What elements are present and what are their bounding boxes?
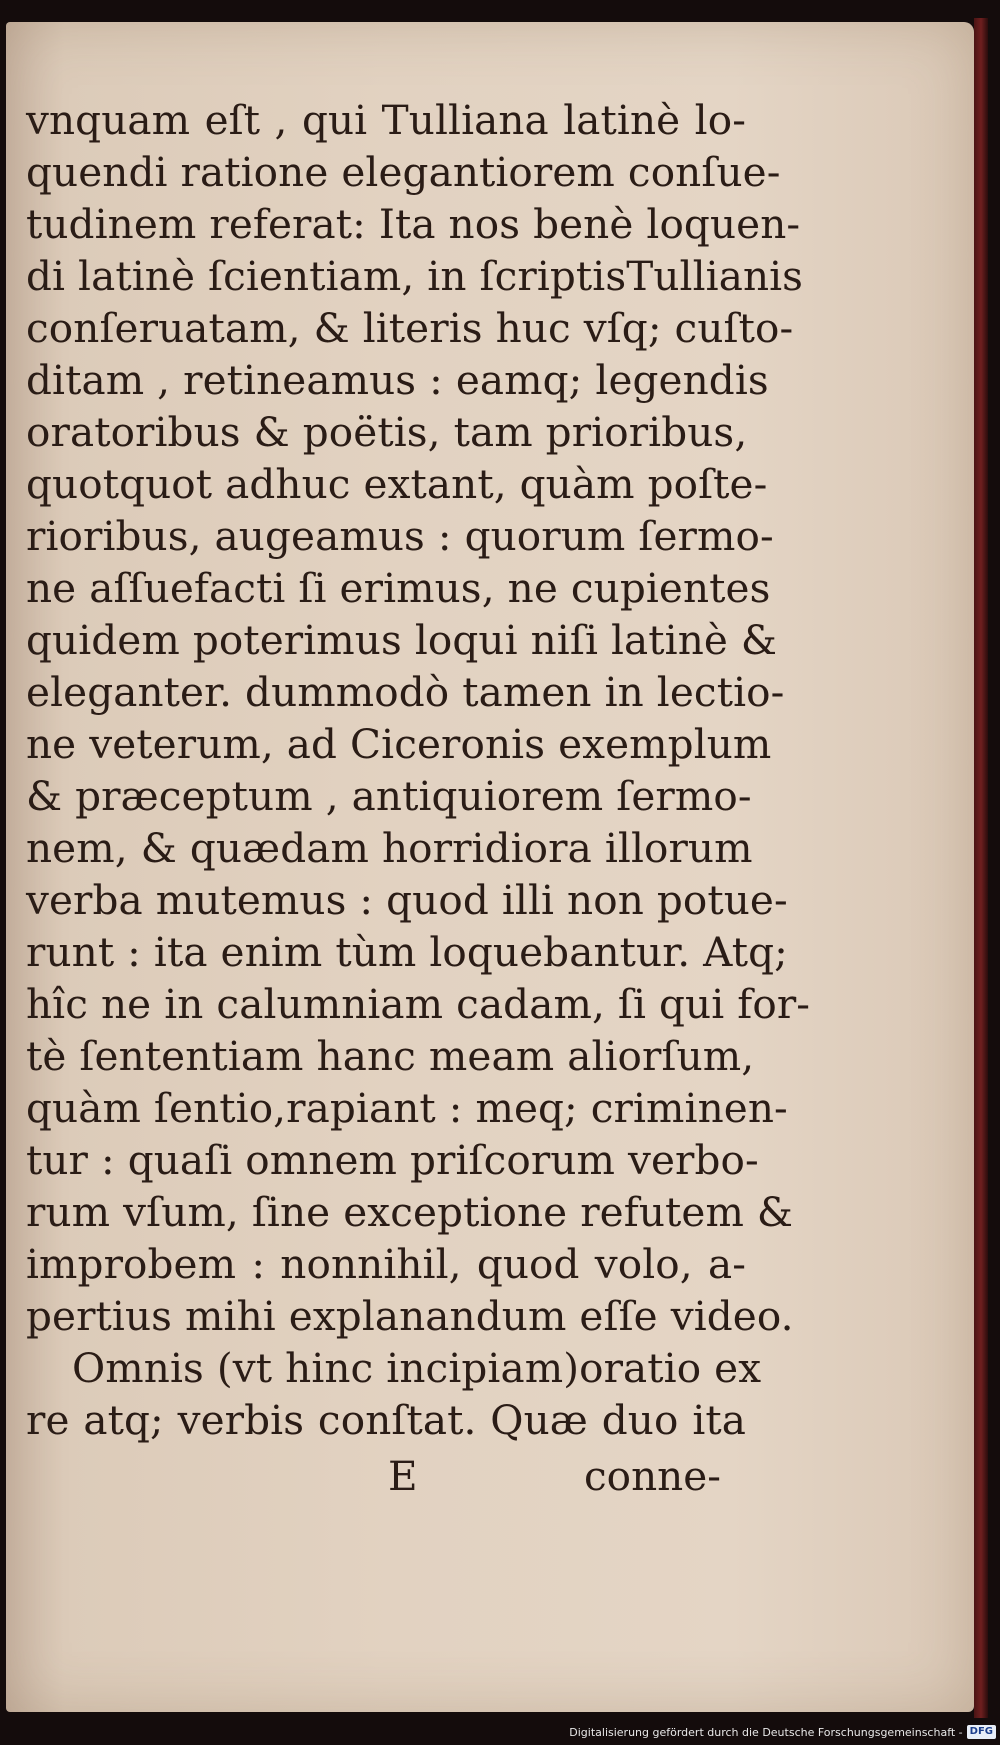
book-edge (974, 18, 988, 1718)
text-line: di latinè ſcientiam, in ſcriptisTullianis (26, 252, 804, 300)
text-line: rum vſum, ſine exceptione refutem & (26, 1188, 794, 1236)
catchword: conne- (584, 1452, 721, 1500)
paragraph-start-line: Omnis (vt hinc incipiam)oratio ex (72, 1344, 762, 1392)
text-line: conſeruatam, & literis huc vſq; cuſto- (26, 304, 794, 352)
text-line: quàm ſentio,rapiant : meq; criminen- (26, 1084, 788, 1132)
text-line: quotquot adhuc extant, quàm poſte- (26, 460, 768, 508)
text-line: quidem poterimus loqui niſi latinè & (26, 616, 778, 664)
text-line: ne aſſuefacti ſi erimus, ne cupientes (26, 564, 771, 612)
text-line: ne veterum, ad Ciceronis exemplum (26, 720, 772, 768)
text-line: re atq; verbis conſtat. Quæ duo ita (26, 1396, 746, 1444)
text-line: & præceptum , antiquiorem ſermo- (26, 772, 752, 820)
dfg-logo-icon: DFG (967, 1725, 996, 1739)
text-line: nem, & quædam horridiora illorum (26, 824, 753, 872)
text-line: tur : quaſi omnem priſcorum verbo- (26, 1136, 759, 1184)
text-line: verba mutemus : quod illi non potue- (26, 876, 788, 924)
text-line: hîc ne in calumniam cadam, ſi qui for- (26, 980, 811, 1028)
text-line: quendi ratione elegantiorem conſue- (26, 148, 781, 196)
page-signature-row (26, 1450, 746, 1502)
page-text (26, 94, 811, 1502)
book-page (6, 22, 974, 1712)
digitization-credit (569, 1723, 996, 1741)
signature-mark: E (388, 1452, 418, 1500)
text-line: vnquam eſt , qui Tulliana latinè lo- (26, 96, 746, 144)
text-line: rioribus, augeamus : quorum ſermo- (26, 512, 774, 560)
text-line: tudinem referat: Ita nos benè loquen- (26, 200, 801, 248)
text-line: ditam , retineamus : eamq; legendis (26, 356, 769, 404)
credit-text: Digitalisierung gefördert durch die Deutsche Forschungsgemeinschaft - (569, 1725, 963, 1739)
text-line: improbem : nonnihil, quod volo, a- (26, 1240, 746, 1288)
text-line: tè ſententiam hanc meam aliorſum, (26, 1032, 755, 1080)
text-line: pertius mihi explanandum eſſe video. (26, 1292, 794, 1340)
text-line: oratoribus & poëtis, tam prioribus, (26, 408, 748, 456)
text-line: runt : ita enim tùm loquebantur. Atq; (26, 928, 788, 976)
text-line: eleganter. dummodò tamen in lectio- (26, 668, 785, 716)
